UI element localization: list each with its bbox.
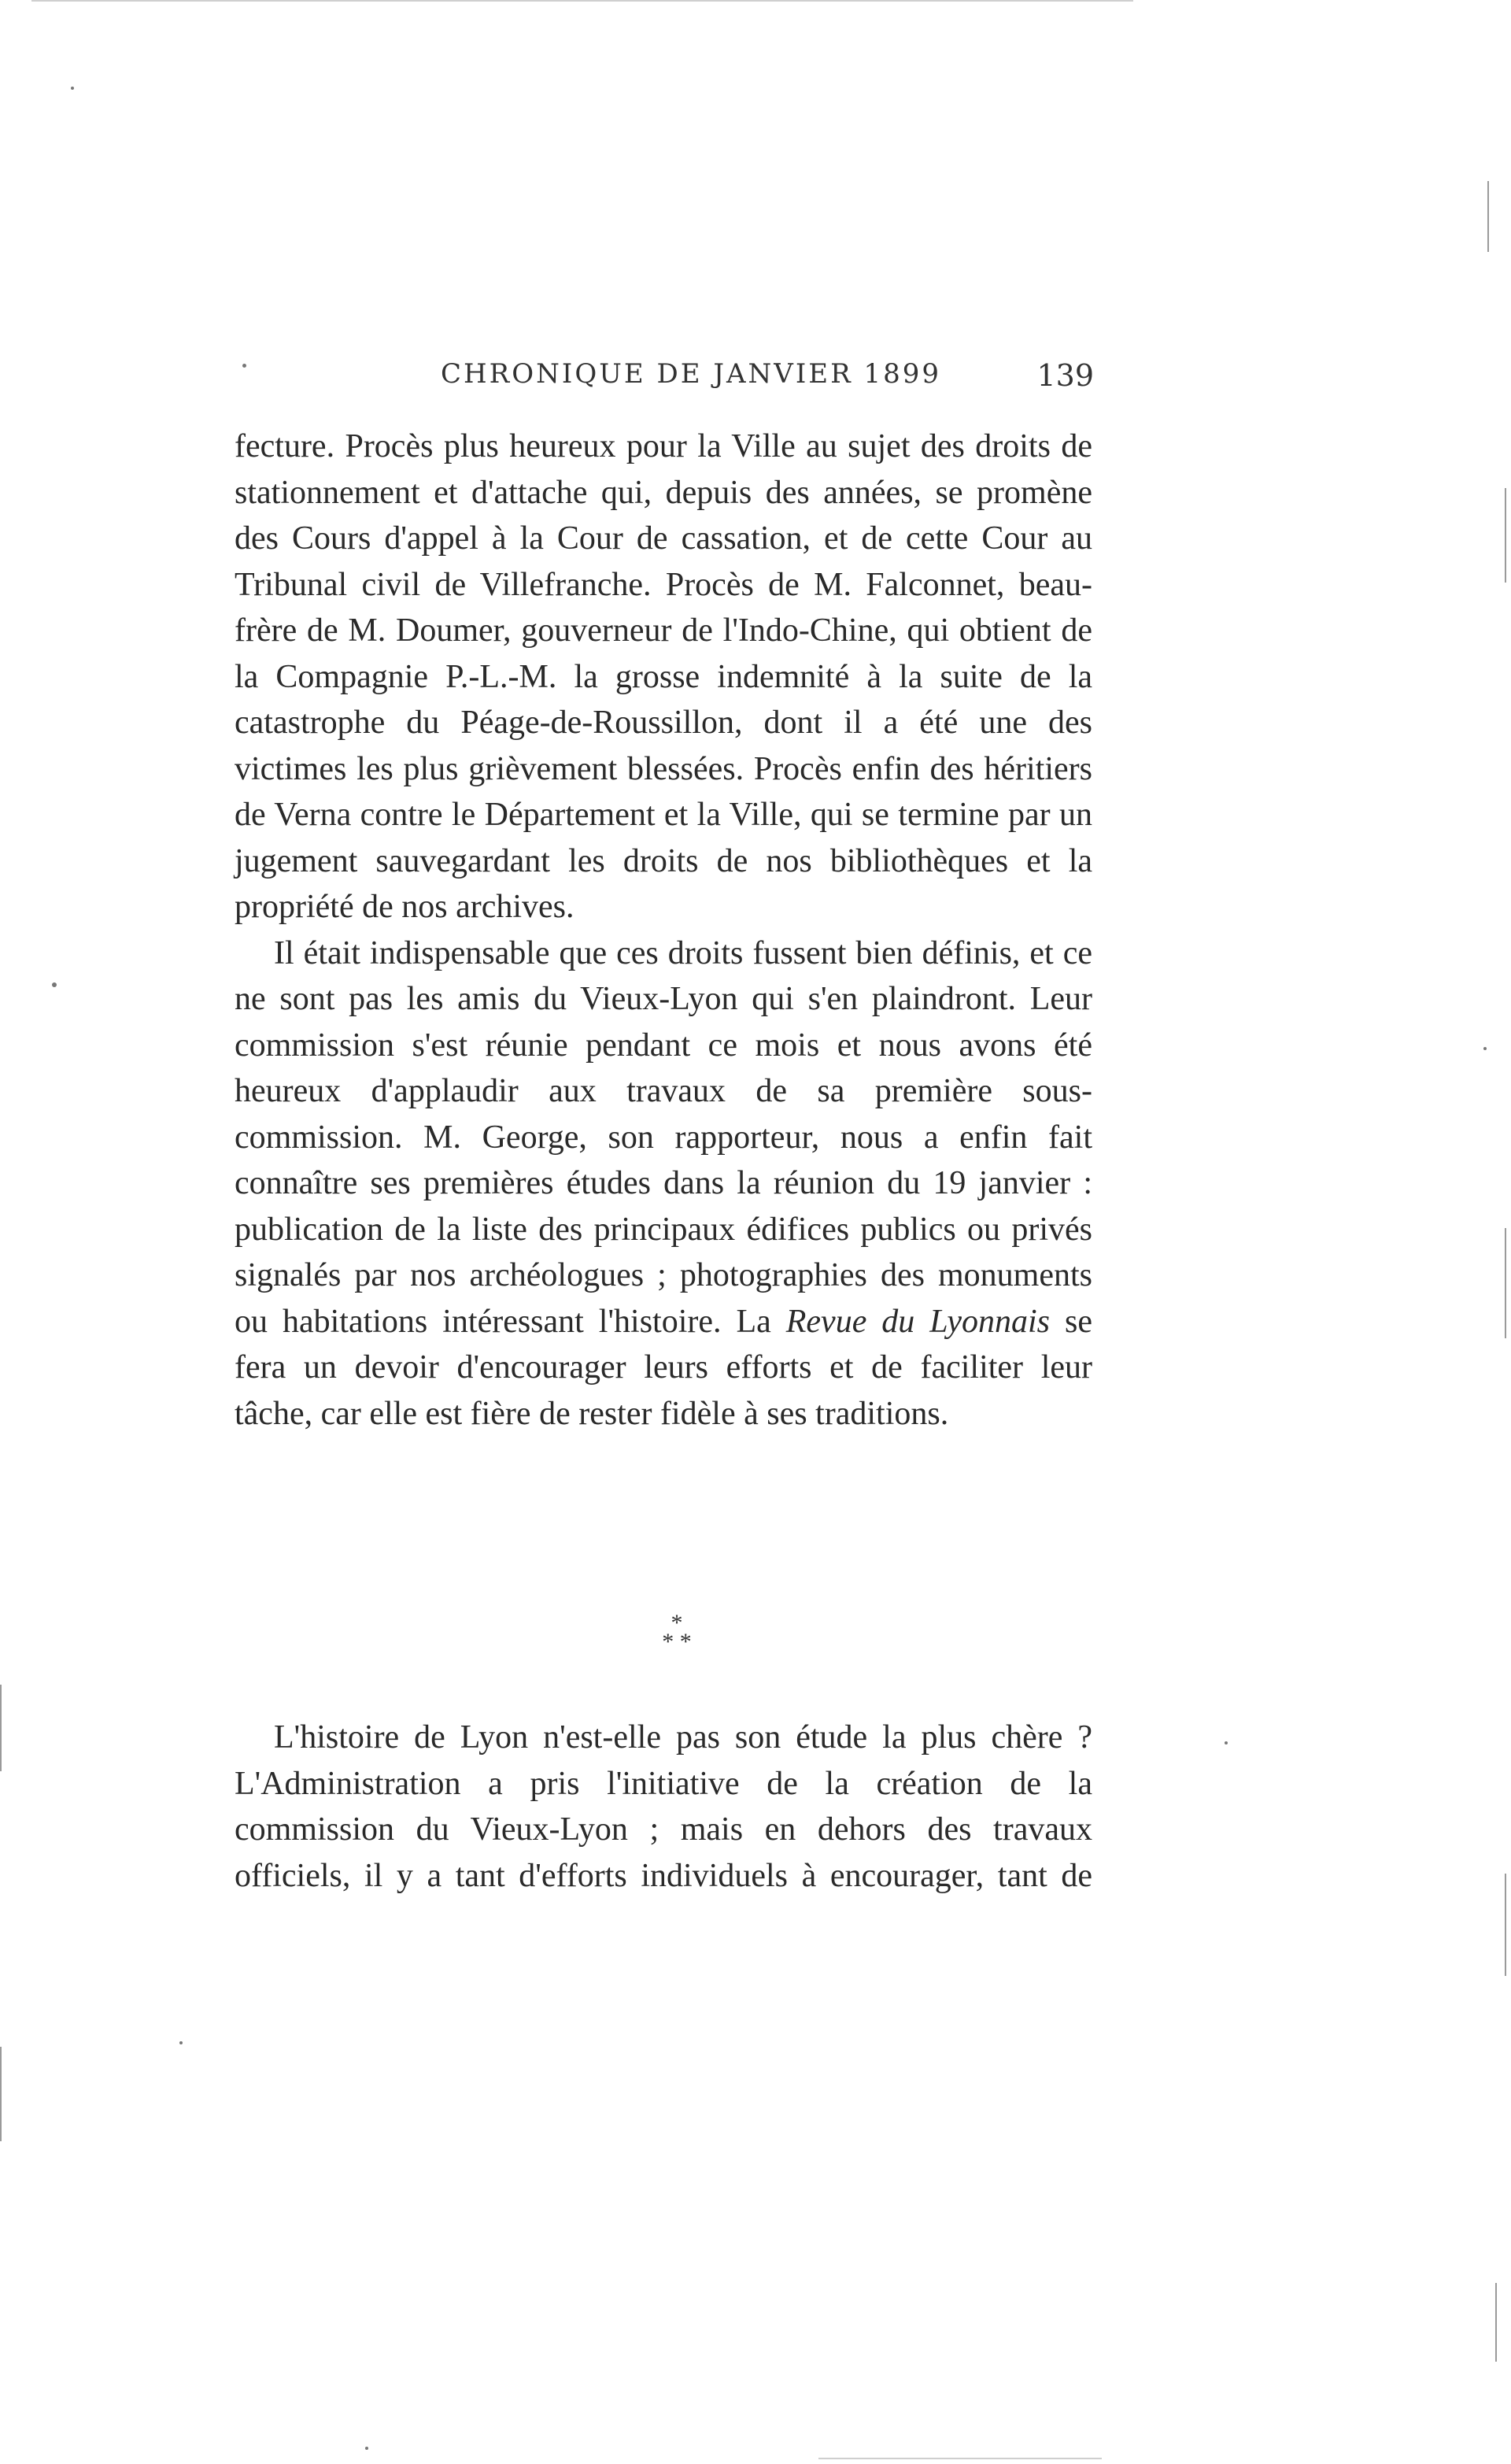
scan-edge-mark xyxy=(1505,1874,1506,1976)
scan-speck xyxy=(71,87,74,90)
scan-speck xyxy=(52,982,57,987)
scan-edge-mark xyxy=(1495,2283,1497,2362)
body-text xyxy=(235,424,1092,1437)
paragraph-continuation: fecture. Procès plus heureux pour la Ville au sujet des droits de stationnement et d'attache qui, depuis des années, se promène des Cours d'appel à la Cour de cassation, et de cette Cour au Tribunal civil de Villefranche. Procès de M. Falconnet, beau-frère de M. Doumer, gouverneur de l'Indo-Chine, qui obtient de la Compagnie P.-L.-M. la grosse indemnité à la suite de la catastrophe du Péage-de-Roussillon, dont il a été une des victimes les plus grièvement blessées. Procès enfin des héritiers de Verna contre le Département et la Ville, qui se termine par un jugement sauvegardant les droits de nos bibliothèques et la propriété de nos archives. xyxy=(235,428,1092,925)
paragraph-commission xyxy=(235,930,1092,1437)
section-separator xyxy=(630,1610,724,1655)
paragraph-history: L'histoire de Lyon n'est-elle pas son étude la plus chère ? L'Administration a pris l'initiative de la création de la commission du Vieux-Lyon ; mais en dehors des travaux officiels, il y a tant d'efforts individuels à encourager, tant de xyxy=(235,1719,1092,1894)
scan-edge-mark xyxy=(0,1685,2,1771)
paragraph-commission-text-start: Il était indispensable que ces droits fussent bien définis, et ce ne sont pas les amis du Vieux-Lyon qui s'en plaindront. Leur commission s'est réunie pendant ce mois et nous avons été heureux d'applaudir aux travaux de sa première sous-commission. M. George, son rapporteur, nous a enfin fait connaître ses premières études dans la réunion du 19 janvier : publication de la liste des principaux édifices publics ou privés signalés par nos archéologues ; photographies des monuments ou habitations intéressant l'histoire. La xyxy=(235,934,1092,1340)
scan-edge-mark xyxy=(1505,488,1506,583)
paragraph-commission-text-end: se fera un devoir d'encourager leurs efforts et de faciliter leur tâche, car elle est fière de rester fidèle à ses traditions. xyxy=(235,1303,1092,1432)
scan-edge-mark xyxy=(1505,1228,1506,1338)
scan-speck xyxy=(365,2447,368,2450)
scan-edge-mark xyxy=(31,0,1133,2)
separator-bottom-asterisks: * * xyxy=(662,1629,692,1655)
scan-speck xyxy=(1225,1741,1228,1744)
running-title: CHRONIQUE DE JANVIER 1899 xyxy=(441,358,942,390)
body-text-section-2 xyxy=(235,1715,1092,1899)
scan-speck xyxy=(1483,1047,1487,1050)
separator-top-asterisk: * xyxy=(671,1610,683,1636)
scan-edge-mark xyxy=(1487,181,1489,252)
running-head xyxy=(441,358,1094,405)
page-number: 139 xyxy=(1036,358,1094,393)
journal-title-italic: Revue du Lyonnais xyxy=(785,1303,1051,1340)
scan-edge-mark xyxy=(0,2047,2,2141)
scan-speck xyxy=(179,2041,183,2044)
scan-speck xyxy=(242,364,246,368)
scan-edge-mark xyxy=(818,2458,1102,2459)
